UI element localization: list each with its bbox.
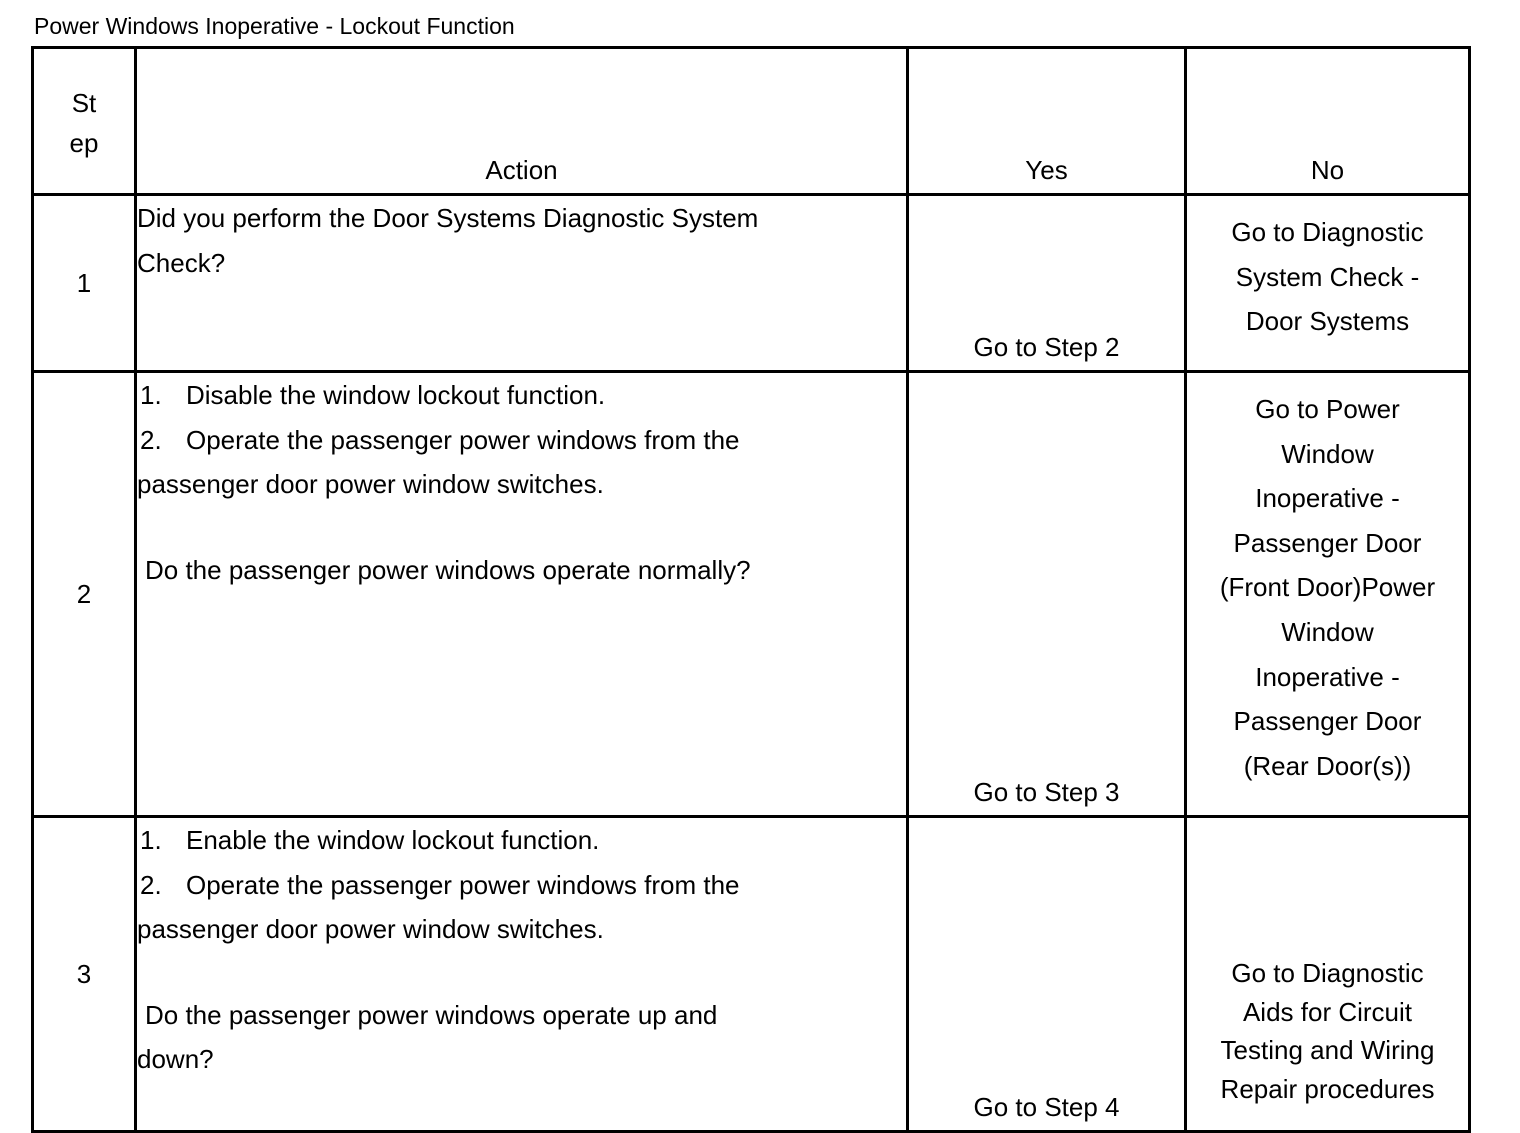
list-item-number: 2. xyxy=(140,869,162,900)
list-item-text: Enable the window lockout function. xyxy=(186,825,600,855)
no-cell xyxy=(1186,372,1470,817)
step-header-line-2: ep xyxy=(69,128,99,158)
no-text: Aids for Circuit xyxy=(1242,996,1413,1027)
action-text: Check? xyxy=(137,247,226,278)
list-item xyxy=(137,818,906,863)
header-row xyxy=(33,48,1470,195)
step-number: 3 xyxy=(33,817,136,1132)
no-text: Testing and Wiring xyxy=(1220,1035,1435,1065)
action-cell xyxy=(136,372,908,817)
step-header-line-1: St xyxy=(71,88,97,118)
list-item-number: 2. xyxy=(140,424,162,455)
yes-cell: Go to Step 3 xyxy=(908,372,1186,817)
action-cell xyxy=(136,195,908,372)
document-title: Power Windows Inoperative - Lockout Function xyxy=(34,13,515,39)
list-item xyxy=(137,373,906,418)
no-text: System Check - xyxy=(1235,261,1420,292)
list-item-text: Operate the passenger power windows from the xyxy=(186,869,740,900)
no-text: Passenger Door xyxy=(1233,527,1422,558)
no-cell xyxy=(1186,817,1470,1132)
list-item xyxy=(137,418,906,463)
question-text: Do the passenger power windows operate up and xyxy=(145,999,718,1030)
list-item-text: Operate the passenger power windows from the xyxy=(186,424,740,455)
no-text: Repair procedures xyxy=(1220,1073,1435,1104)
table-row-step-1 xyxy=(33,195,1470,372)
no-text: (Front Door)Power xyxy=(1219,572,1436,603)
action-text: Did you perform the Door Systems Diagnostic System xyxy=(137,203,759,233)
spacer xyxy=(137,952,906,993)
no-text: Go to Diagnostic xyxy=(1231,217,1424,247)
spacer xyxy=(137,507,906,548)
diagnostic-table xyxy=(31,46,1471,1133)
no-header: No xyxy=(1186,48,1470,195)
list-item-text: Disable the window lockout function. xyxy=(186,380,606,410)
yes-cell: Go to Step 2 xyxy=(908,195,1186,372)
step-header xyxy=(33,48,136,195)
no-cell xyxy=(1186,195,1470,372)
step-number: 2 xyxy=(33,372,136,817)
no-text: Inoperative - xyxy=(1255,483,1400,514)
list-item-number: 1. xyxy=(140,380,162,410)
question-text: down? xyxy=(137,1044,214,1075)
table-row-step-2 xyxy=(33,372,1470,817)
no-text: Go to Diagnostic xyxy=(1231,958,1424,988)
action-header: Action xyxy=(136,48,908,195)
no-text: Window xyxy=(1281,616,1374,647)
list-item-continuation: passenger door power window switches. xyxy=(137,914,604,945)
step-number: 1 xyxy=(33,195,136,372)
no-text: Passenger Door xyxy=(1233,706,1422,737)
question-text: Do the passenger power windows operate normally? xyxy=(145,554,751,585)
table-row-step-3 xyxy=(33,817,1470,1132)
no-text: Inoperative - xyxy=(1255,661,1400,692)
no-text: (Rear Door(s)) xyxy=(1243,750,1412,781)
yes-cell: Go to Step 4 xyxy=(908,817,1186,1132)
action-cell xyxy=(136,817,908,1132)
list-item-number: 1. xyxy=(140,825,162,855)
yes-header: Yes xyxy=(908,48,1186,195)
list-item-continuation: passenger door power window switches. xyxy=(137,469,604,500)
no-text: Window xyxy=(1281,438,1374,469)
no-text: Go to Power xyxy=(1255,394,1400,424)
list-item xyxy=(137,863,906,908)
no-text: Door Systems xyxy=(1245,306,1410,337)
